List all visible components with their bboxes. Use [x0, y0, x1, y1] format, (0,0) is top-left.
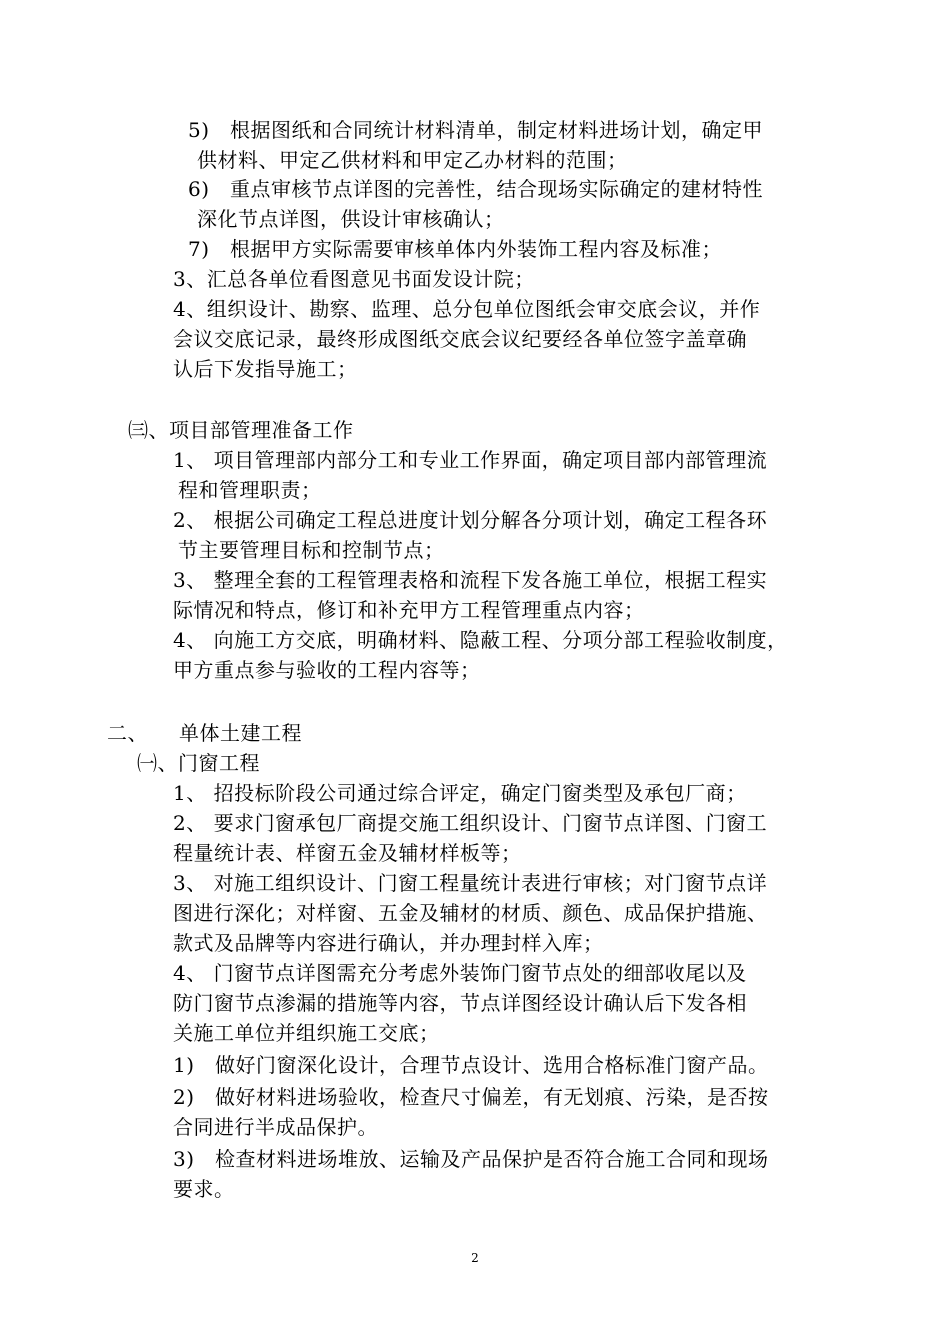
text-line: 4、组织设计、勘察、监理、总分包单位图纸会审交底会议，并作: [173, 297, 761, 321]
text-line: 节主要管理目标和控制节点；: [178, 538, 445, 562]
text-line: 4、 门窗节点详图需充分考虑外装饰门窗节点处的细部收尾以及: [173, 961, 747, 985]
text-line: 关施工单位并组织施工交底；: [173, 1021, 440, 1045]
text-line: 3) 检查材料进场堆放、运输及产品保护是否符合施工合同和现场: [173, 1147, 769, 1171]
text-line: 7) 根据甲方实际需要审核单体内外装饰工程内容及标准；: [188, 237, 723, 261]
text-line: 际情况和特点，修订和补充甲方工程管理重点内容；: [173, 598, 645, 622]
text-line: 程和管理职责；: [178, 478, 322, 502]
text-line: 程量统计表、样窗五金及辅材样板等；: [173, 841, 522, 865]
text-line: 2、 要求门窗承包厂商提交施工组织设计、门窗节点详图、门窗工: [173, 811, 768, 835]
text-line: 4、 向施工方交底，明确材料、隐蔽工程、分项分部工程验收制度，: [173, 628, 788, 652]
text-line: 1、 招投标阶段公司通过综合评定，确定门窗类型及承包厂商；: [173, 781, 747, 805]
text-line: 6) 重点审核节点详图的完善性，结合现场实际确定的建材特性: [188, 177, 764, 201]
text-line: 3、 对施工组织设计、门窗工程量统计表进行审核；对门窗节点详: [173, 871, 768, 895]
text-line: 1) 做好门窗深化设计，合理节点设计、选用合格标准门窗产品。: [173, 1053, 769, 1077]
text-line: 2、 根据公司确定工程总进度计划分解各分项计划，确定工程各环: [173, 508, 768, 532]
text-line: 3、汇总各单位看图意见书面发设计院；: [173, 267, 535, 291]
text-line: 合同进行半成品保护。: [173, 1115, 378, 1139]
section-heading: ㈠、门窗工程: [137, 751, 260, 775]
text-line: 款式及品牌等内容进行确认，并办理封样入库；: [173, 931, 604, 955]
text-line: 5) 根据图纸和合同统计材料清单，制定材料进场计划，确定甲: [188, 118, 764, 142]
text-line: 甲方重点参与验收的工程内容等；: [173, 658, 481, 682]
text-line: 会议交底记录，最终形成图纸交底会议纪要经各单位签字盖章确: [173, 327, 747, 351]
text-line: 图进行深化；对样窗、五金及辅材的材质、颜色、成品保护措施、: [173, 901, 768, 925]
section-heading: ㈢、项目部管理准备工作: [128, 418, 354, 442]
text-line: 供材料、甲定乙供材料和甲定乙办材料的范围；: [197, 148, 628, 172]
chapter-heading: 二、 单体土建工程: [107, 721, 302, 745]
text-line: 3、 整理全套的工程管理表格和流程下发各施工单位，根据工程实: [173, 568, 768, 592]
text-line: 深化节点详图，供设计审核确认；: [197, 207, 505, 231]
text-line: 1、 项目管理部内部分工和专业工作界面，确定项目部内部管理流: [173, 448, 768, 472]
text-line: 2) 做好材料进场验收，检查尺寸偏差，有无划痕、污染，是否按: [173, 1085, 769, 1109]
text-line: 防门窗节点渗漏的措施等内容，节点详图经设计确认后下发各相: [173, 991, 747, 1015]
page-number: 2: [471, 1251, 479, 1265]
text-line: 要求。: [173, 1177, 235, 1201]
text-line: 认后下发指导施工；: [173, 357, 358, 381]
